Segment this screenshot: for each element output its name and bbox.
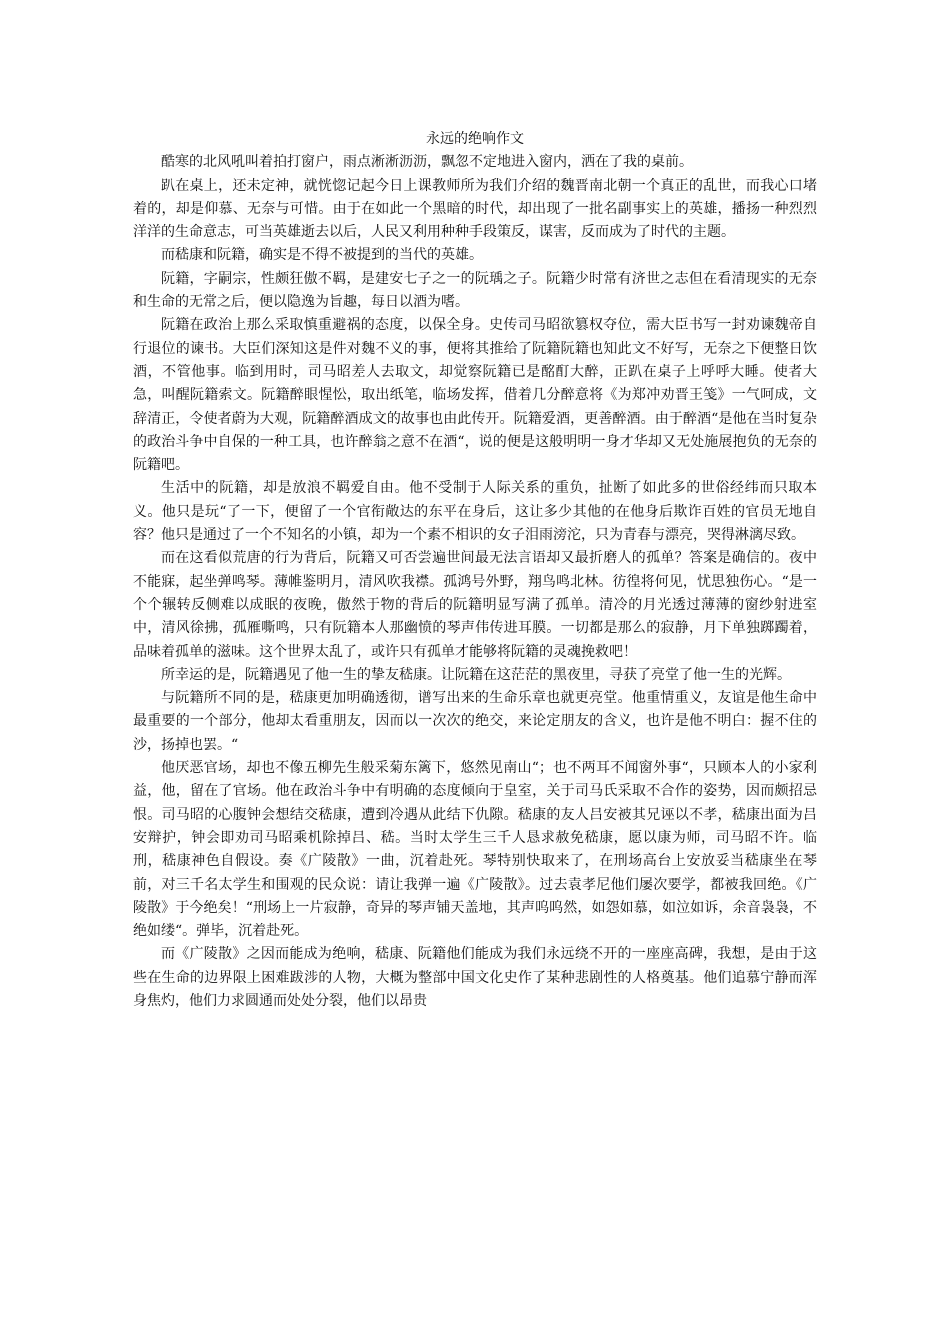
paragraph: 而在这看似荒唐的行为背后，阮籍又可否尝遍世间最无法言语却又最折磨人的孤单？答案是确信的。夜中不能寐，起坐弹鸣琴。薄帷鉴明月，清风吹我襟。孤鸿号外野，翔鸟鸣北林。彷徨将何见，忧思独伤心。“是一个个辗转反侧难以成眠的夜晚，傲然于物的背后的阮籍明显写满了孤单。清冷的月光透过薄薄的窗纱射进室中，清风徐拂，孤雁嘶鸣，只有阮籍本人那幽愤的琴声伟传进耳膜。一切都是那么的寂静，月下单独踯躅着，品味着孤单的滋味。这个世界太乱了，或许只有孤单才能够将阮籍的灵魂挽救吧！ xyxy=(133,550,817,660)
document-page xyxy=(133,128,817,1013)
paragraph: 趴在桌上，还未定神，就恍惚记起今日上课教师所为我们介绍的魏晋南北朝一个真正的乱世，而我心口堵着的，却是仰慕、无奈与可惜。由于在如此一个黑暗的时代，却出现了一批名副事实上的英雄，播扬一种烈烈洋洋的生命意志，可当英雄逝去以后，人民又利用种种手段策反，谋害，反而成为了时代的主题。 xyxy=(133,177,817,241)
paragraph: 他厌恶官场，却也不像五柳先生般采菊东篱下，悠然见南山“；也不两耳不闻窗外事“，只顾本人的小家利益，他，留在了官场。他在政治斗争中有明确的态度倾向于皇室，关于司马氏采取不合作的姿势，因而颇招忌恨。司马昭的心腹钟会想结交嵇康，遭到冷遇从此结下仇隙。嵇康的友人吕安被其兄诬以不孝，嵇康出面为吕安辩护，钟会即劝司马昭乘机除掉吕、嵇。当时太学生三千人恳求赦免嵇康，愿以康为师，司马昭不许。临刑，嵇康神色自假设。奏《广陵散》一曲，沉着赴死。琴特别快取来了，在刑场高台上安放妥当嵇康坐在琴前，对三千名太学生和围观的民众说：请让我弹一遍《广陵散》。过去袁孝尼他们屡次要学，都被我回绝。《广陵散》于今绝矣！“刑场上一片寂静，奇异的琴声铺天盖地，其声呜呜然，如怨如慕，如泣如诉，余音袅袅，不绝如缕“。弹毕，沉着赴死。 xyxy=(133,760,817,940)
paragraph: 阮籍，字嗣宗，性颇狂傲不羁，是建安七子之一的阮瑀之子。阮籍少时常有济世之志但在看清现实的无奈和生命的无常之后，便以隐逸为旨趣，每日以酒为嗜。 xyxy=(133,270,817,311)
paragraph: 与阮籍所不同的是，嵇康更加明确透彻，谱写出来的生命乐章也就更亮堂。他重情重义，友谊是他生命中最重要的一个部分，他却太看重朋友，因而以一次次的绝交，来论定朋友的含义，也许是他不明白：握不住的沙，扬掉也罢。“ xyxy=(133,690,817,753)
paragraph: 而《广陵散》之因而能成为绝响，嵇康、阮籍他们能成为我们永远绕不开的一座座高碑，我想，是由于这些在生命的边界限上困难跋涉的人物，大概为整部中国文化史作了某种悲剧性的人格奠基。他们追慕宁静而浑身焦灼，他们力求圆通而处处分裂，他们以昂贵 xyxy=(133,946,817,1009)
paragraph: 生活中的阮籍，却是放浪不羁爱自由。他不受制于人际关系的重负，扯断了如此多的世俗经纬而只取本义。他只是玩“了一下，便留了一个官衔敞达的东平在身后，这让多少其他的在他身后欺诈百姓的官员无地自容？他只是通过了一个不知名的小镇，却为一个素不相识的女子泪雨滂沱，只为青春与漂亮，哭得淋漓尽致。 xyxy=(133,480,817,544)
paragraph: 而嵇康和阮籍，确实是不得不被提到的当代的英雄。 xyxy=(161,247,483,264)
document-title: 永远的绝响作文 xyxy=(426,131,524,147)
paragraph: 所幸运的是，阮籍遇见了他一生的挚友嵇康。让阮籍在这茫茫的黑夜里，寻获了亮堂了他一生的光辉。 xyxy=(161,666,791,683)
paragraph: 酷寒的北风吼叫着拍打窗户，雨点淅淅沥沥，飘忽不定地进入窗内，洒在了我的桌前。 xyxy=(161,154,693,171)
paragraph: 阮籍在政治上那么采取慎重避祸的态度，以保全身。史传司马昭欲篡权夺位，需大臣书写一封劝谏魏帝自行退位的谏书。大臣们深知这是件对魏不义的事，便将其推给了阮籍阮籍也知此文不好写，无奈之下便整日饮酒，不管他事。临到用时，司马昭差人去取文，却觉察阮籍已是酩酊大醉，正趴在桌子上呼呼大睡。使者大急，叫醒阮籍索文。阮籍醉眼惺忪，取出纸笔，临场发挥，借着几分醉意将《为郑冲劝晋王笺》一气呵成，文辞清正，令使者蔚为大观，阮籍醉酒成文的故事也由此传开。阮籍爱酒，更善醉酒。由于醉酒“是他在当时复杂的政治斗争中自保的一种工具，也许醉翁之意不在酒“，说的便是这般明明一身才华却又无处施展抱负的无奈的阮籍吧。 xyxy=(133,317,817,474)
